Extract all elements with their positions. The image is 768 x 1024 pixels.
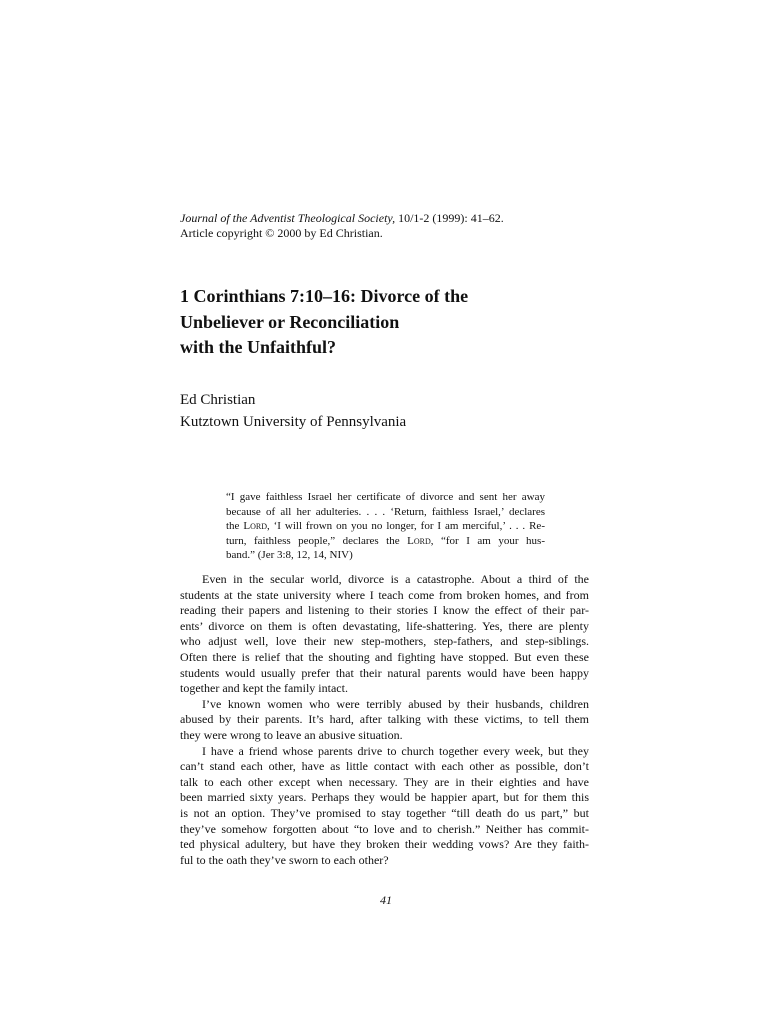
body-line: abused by their parents. It’s hard, after talking with these victims, to tell them — [180, 712, 589, 727]
body-line: Even in the secular world, divorce is a catastrophe. About a third of the — [202, 572, 589, 586]
epigraph-line: band.” (Jer 3:8, 12, 14, NIV) — [226, 549, 353, 562]
epigraph-text: , “for I am your hus- — [430, 534, 545, 547]
body-line: reading their papers and listening to their stories I know the effect of their par- — [180, 603, 589, 618]
body-line: I have a friend whose parents drive to church together every week, but they — [202, 743, 589, 758]
author-affiliation: Kutztown University of Pennsylvania — [180, 414, 407, 430]
body-line: students at the state university where I teach come from broken homes, and from — [180, 587, 589, 602]
body-line: Often there is relief that the shouting and fighting have stopped. But even these — [180, 649, 589, 664]
body-line: ents’ divorce on them is often devastating, life-shattering. Yes, there are plenty — [180, 618, 589, 633]
body-line: talk to each other except when necessary. They are in their eighties and have — [180, 774, 589, 789]
journal-issue: 10/1-2 (1999): 41–62. — [395, 211, 504, 225]
epigraph-line — [226, 519, 545, 534]
body-line: I’ve known women who were terribly abused by their husbands, children — [202, 696, 589, 711]
body-line: they’ve somehow forgotten about “to love and to cherish.” Neither has commit- — [180, 821, 589, 836]
body-line: students would usually prefer that their natural parents would have been happy — [180, 665, 589, 680]
body-line: ted physical adultery, but have they broken their wedding vows? Are they faith- — [180, 837, 589, 852]
epigraph-quote — [226, 490, 545, 563]
epigraph-line — [226, 534, 545, 549]
epigraph-text: the — [226, 520, 244, 533]
author-name: Ed Christian — [180, 392, 256, 408]
body-line: they were wrong to leave an abusive situation. — [180, 727, 403, 742]
lord-small-caps: Lord — [243, 520, 267, 533]
author-block — [180, 389, 600, 433]
epigraph-text: turn, faithless people,” declares the — [226, 534, 408, 547]
lord-small-caps: Lord — [407, 534, 431, 547]
body-line: ful to the oath they’ve sworn to each other? — [180, 852, 389, 867]
journal-name: Journal of the Adventist Theological Society, — [180, 211, 396, 225]
title-line: with the Unfaithful? — [180, 337, 337, 357]
article-title — [180, 284, 600, 361]
body-line: can’t stand each other, have as little contact with each other as possible, don’t — [180, 759, 589, 774]
body-line: who adjust well, love their new step-mothers, step-fathers, and step-siblings. — [180, 634, 589, 649]
body-line: together and kept the family intact. — [180, 681, 348, 696]
citation-line — [180, 211, 600, 226]
title-line: Unbeliever or Reconciliation — [180, 311, 400, 332]
copyright-line: Article copyright © 2000 by Ed Christian. — [180, 226, 383, 240]
epigraph-line: “I gave faithless Israel her certificate of divorce and sent her away — [226, 491, 545, 503]
journal-citation — [180, 211, 600, 241]
page-number: 41 — [380, 893, 392, 907]
body-line: is not an option. They’ve promised to stay together “till death do us part,” but — [180, 805, 589, 820]
body-line: been married sixty years. Perhaps they would be happier apart, but for them this — [180, 790, 589, 805]
body-text — [180, 572, 589, 868]
epigraph-line: because of all her adulteries. . . . ‘Return, faithless Israel,’ declares — [226, 505, 545, 518]
epigraph-text: , ‘I will frown on you no longer, for I am merciful,’ . . . Re- — [266, 520, 545, 533]
title-line: 1 Corinthians 7:10–16: Divorce of the — [180, 286, 469, 306]
